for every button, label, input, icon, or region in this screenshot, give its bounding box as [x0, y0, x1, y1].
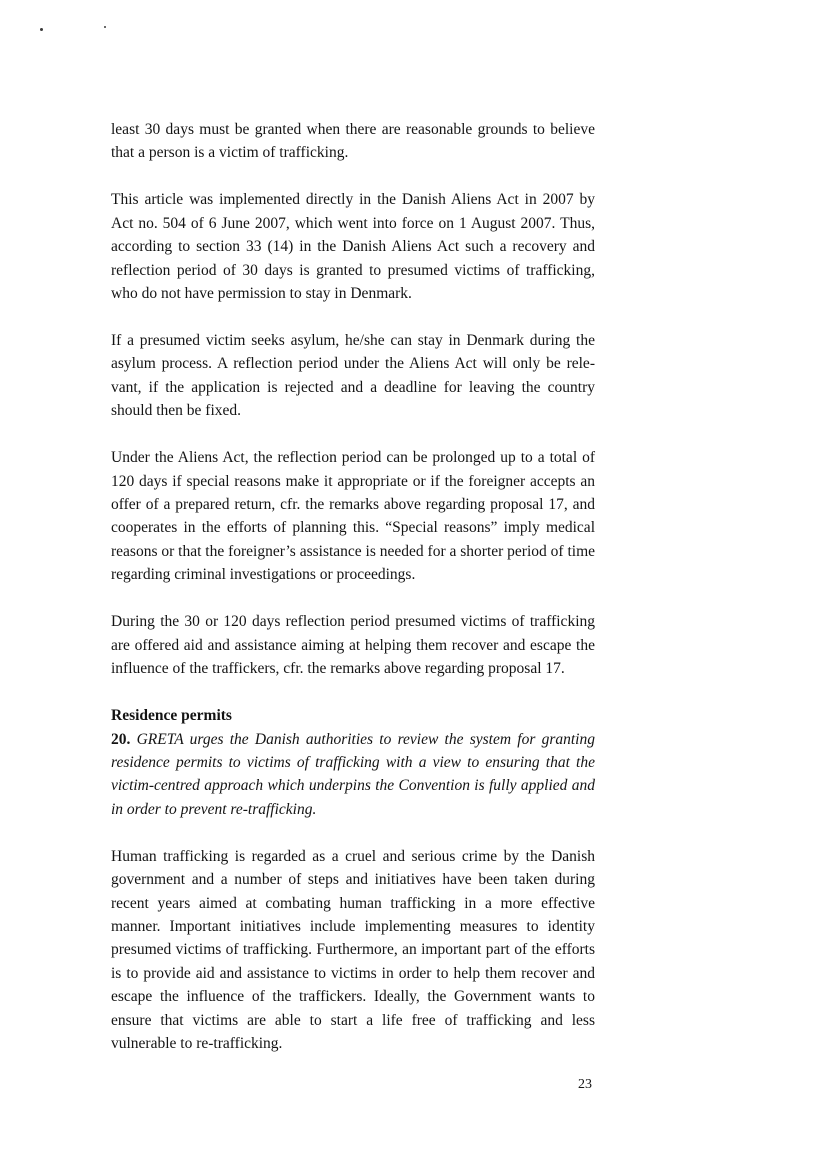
scan-speck: [104, 26, 106, 28]
paragraph-spacer: [111, 165, 595, 189]
page-number: 23: [578, 1077, 592, 1092]
paragraph-spacer: [111, 681, 595, 705]
paragraph-spacer: [111, 423, 595, 447]
paragraph-aliens-act-implementation: This article was implemented directly in the Danish Aliens Act in 2007 by Act no. 504 of 6 June 2007, which went into force on 1 August 2007. Thus, according to section 33 (14) in the Danish Aliens Act such a recovery and reflection period of 30 days is granted to presumed victims of trafficking, who do not have permission to stay in Denmark.: [111, 191, 595, 303]
recommendation-number: 20.: [111, 730, 131, 748]
paragraph-reflection-period-intro: least 30 days must be granted when there are reasonable grounds to believe that a person is a victim of trafficking.: [111, 121, 595, 162]
paragraph-spacer: [111, 821, 595, 845]
paragraph-asylum-process: If a presumed victim seeks asylum, he/she can stay in Denmark during the asylum process. A reflection period under the Aliens Act will only be relevant, if the application is rejected and a deadline for leaving the country should then be fixed.: [111, 332, 595, 420]
paragraph-prolonged-period: Under the Aliens Act, the reflection period can be prolonged up to a total of 120 days if special reasons make it appropriate or if the foreigner accepts an offer of a prepared return, cfr. the remarks above regarding proposal 17, and cooperates in the efforts of planning this. “Special reasons” imply medical reasons or that the foreigner’s assistance is needed for a shorter period of time regarding criminal investigations or proceedings.: [111, 449, 595, 584]
section-heading: Residence permits: [111, 707, 232, 725]
paragraph-aid-and-assistance: During the 30 or 120 days reflection period presumed victims of trafficking are offered aid and assistance aiming at helping them recover and escape the influence of the traffickers, cfr. the remarks above regarding proposal 17.: [111, 613, 595, 678]
greta-recommendation: [111, 728, 595, 822]
recommendation-text: GRETA urges the Danish authorities to review the system for granting residence permits to victims of trafficking with a view to ensuring that the victim-centred approach which underpins the Convention is fully applied and in order to prevent re-trafficking.: [111, 730, 595, 818]
paragraph-spacer: [111, 305, 595, 329]
document-page: [111, 118, 595, 1055]
paragraph-human-trafficking-response: Human trafficking is regarded as a cruel and serious crime by the Danish government and a number of steps and initiatives have been taken during recent years aimed at combating human trafficking in a more effective manner. Important initiatives include implementing measures to identity presumed victims of trafficking. Furthermore, an important part of the efforts is to provide aid and assistance to victims in order to help them recover and escape the influence of the traffickers. Ideally, the Government wants to ensure that victims are able to start a life free of trafficking and less vulnerable to re-trafficking.: [111, 847, 595, 1052]
paragraph-spacer: [111, 587, 595, 611]
scan-speck: [40, 28, 43, 31]
